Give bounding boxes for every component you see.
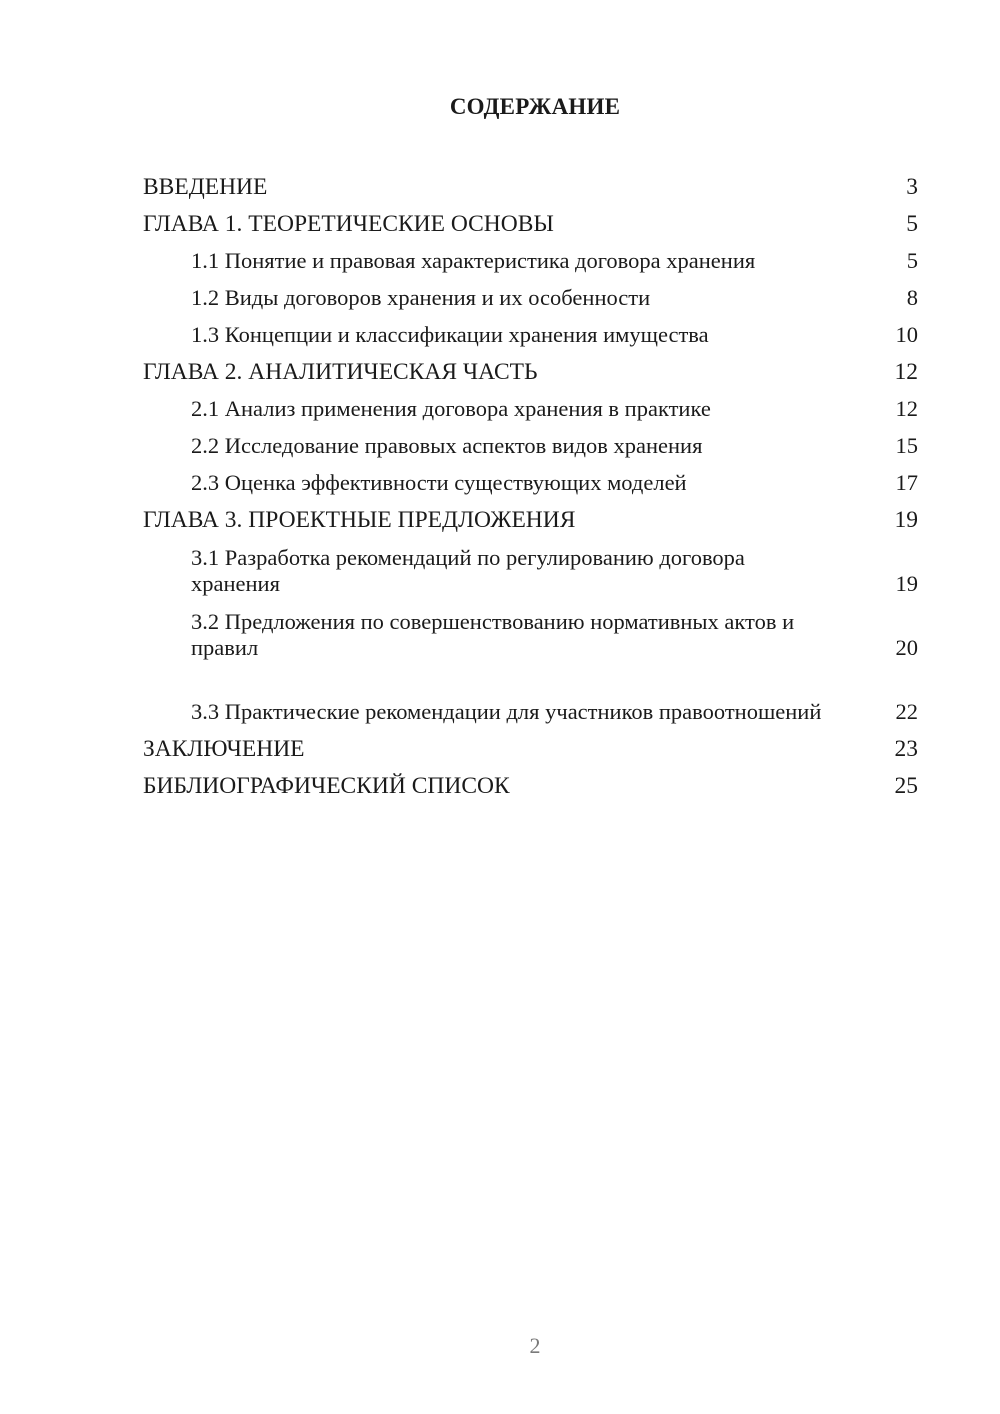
toc-entry-page: 12: [894, 359, 918, 385]
toc-entry-bibliography[interactable]: [0, 765, 1000, 802]
table-of-contents: [0, 166, 1000, 802]
toc-entry-page: 5: [906, 248, 918, 273]
toc-entry-chapter-2[interactable]: [0, 351, 1000, 388]
toc-entry-text: ЗАКЛЮЧЕНИЕ: [143, 736, 305, 762]
toc-entry-section-2-3[interactable]: [0, 462, 1000, 499]
toc-entry-page: 3: [906, 174, 918, 200]
toc-entry-page: 22: [895, 699, 918, 724]
toc-entry-page: 8: [906, 285, 918, 310]
toc-entry-page: 10: [895, 322, 918, 347]
page-title: СОДЕРЖАНИЕ: [449, 94, 621, 119]
toc-entry-conclusion[interactable]: [0, 728, 1000, 765]
toc-entry-section-2-1[interactable]: [0, 388, 1000, 425]
toc-entry-chapter-1[interactable]: [0, 203, 1000, 240]
toc-entry-page: 17: [895, 470, 918, 495]
toc-entry-page: 19: [895, 571, 918, 596]
toc-entry-text: 3.3 Практические рекомендации для участников правоотношений: [191, 699, 822, 724]
toc-entry-text: 1.3 Концепции и классификации хранения имущества: [191, 322, 709, 347]
toc-entry-text: 2.1 Анализ применения договора хранения в практике: [191, 396, 711, 421]
toc-entry-section-1-2[interactable]: [0, 277, 1000, 314]
page-number: 2: [529, 1333, 541, 1358]
toc-entry-text: ГЛАВА 3. ПРОЕКТНЫЕ ПРЕДЛОЖЕНИЯ: [143, 507, 576, 533]
toc-entry-introduction[interactable]: [0, 166, 1000, 203]
toc-entry-text: БИБЛИОГРАФИЧЕСКИЙ СПИСОК: [143, 773, 510, 799]
toc-entry-text: 2.3 Оценка эффективности существующих моделей: [191, 470, 687, 495]
toc-entry-text: 3.1 Разработка рекомендаций по регулированию договора хранения: [191, 545, 745, 596]
toc-entry-section-3-2[interactable]: [0, 600, 1000, 664]
toc-entry-text: 2.2 Исследование правовых аспектов видов хранения: [191, 433, 703, 458]
toc-entry-text: 1.1 Понятие и правовая характеристика договора хранения: [191, 248, 756, 273]
toc-entry-section-1-3[interactable]: [0, 314, 1000, 351]
toc-entry-text: ГЛАВА 2. АНАЛИТИЧЕСКАЯ ЧАСТЬ: [143, 359, 538, 385]
toc-entry-section-3-1[interactable]: [0, 536, 1000, 600]
toc-entry-text: ВВЕДЕНИЕ: [143, 174, 268, 200]
toc-entry-chapter-3[interactable]: [0, 499, 1000, 536]
toc-entry-section-3-3[interactable]: [0, 664, 1000, 728]
toc-entry-section-2-2[interactable]: [0, 425, 1000, 462]
toc-entry-page: 20: [895, 635, 918, 660]
toc-entry-page: 25: [894, 773, 918, 799]
toc-entry-page: 19: [894, 507, 918, 533]
toc-entry-text: 3.2 Предложения по совершенствованию нормативных актов и правил: [191, 609, 795, 660]
toc-entry-page: 12: [895, 396, 918, 421]
toc-entry-page: 23: [894, 736, 918, 762]
toc-entry-text: 1.2 Виды договоров хранения и их особенности: [191, 285, 651, 310]
toc-entry-page: 15: [895, 433, 918, 458]
toc-entry-section-1-1[interactable]: [0, 240, 1000, 277]
toc-entry-page: 5: [906, 211, 918, 237]
toc-entry-text: ГЛАВА 1. ТЕОРЕТИЧЕСКИЕ ОСНОВЫ: [143, 211, 554, 237]
